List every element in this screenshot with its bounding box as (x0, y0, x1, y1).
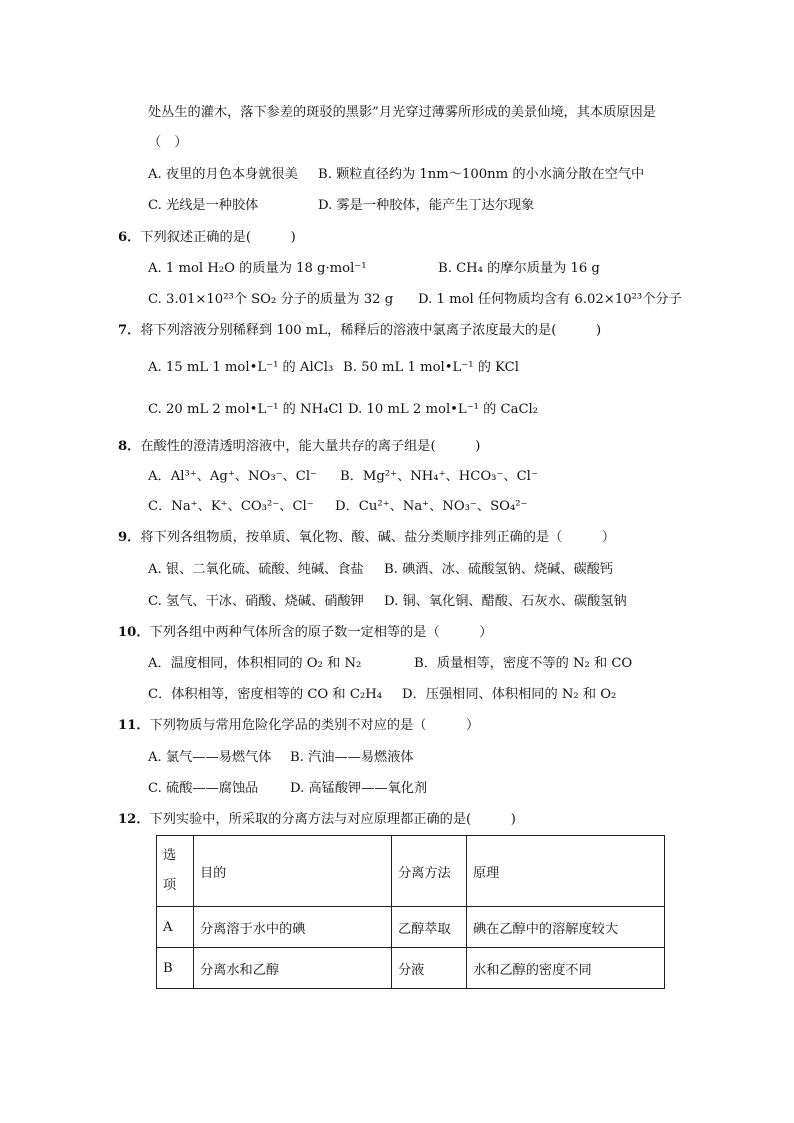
q8-question (118, 438, 480, 456)
header-principle: 原理 (467, 836, 665, 907)
q10-option-c: C．体积相等，密度相等的 CO 和 C₂H₄ (148, 687, 382, 702)
q7-option-c: C. 20 mL 2 mol•L⁻¹ 的 NH₄Cl (148, 402, 343, 417)
q6-option-b: B. CH₄ 的摩尔质量为 16 g (438, 261, 600, 276)
q11-stem: 下列物质与常用危险化学品的类别不对应的是（ ） (149, 718, 480, 733)
q6-stem: 下列叙述正确的是( ) (140, 230, 296, 245)
header-option (163, 841, 176, 901)
header-option-cell (157, 836, 194, 907)
q5-continuation: 处丛生的灌木，落下参差的斑驳的黑影”月光穿过薄雾所形成的美景仙境，其本质原因是 (148, 105, 656, 120)
q7-option-d: D. 10 mL 2 mol•L⁻¹ 的 CaCl₂ (348, 402, 539, 417)
q6-option-a: A. 1 mol H₂O 的质量为 18 g·mol⁻¹ (148, 261, 367, 276)
q10-option-b: B．质量相等，密度不等的 N₂ 和 CO (414, 656, 633, 671)
table-row (157, 948, 665, 989)
q9-stem: 将下列各组物质，按单质、氧化物、酸、碱、盐分类顺序排列正确的是（ ） (140, 530, 616, 545)
q9-option-b: B. 碘酒、冰、硫酸氢钠、烧碱、碳酸钙 (384, 562, 614, 577)
row-a-method: 乙醇萃取 (392, 907, 467, 948)
header-method: 分离方法 (392, 836, 467, 907)
q10-stem: 下列各组中两种气体所含的原子数一定相等的是（ ） (149, 625, 493, 640)
q12-stem: 下列实验中，所采取的分离方法与对应原理都正确的是( ) (149, 812, 516, 827)
q6-option-c: C. 3.01×10²³个 SO₂ 分子的质量为 32 g (148, 292, 394, 307)
row-b-principle: 水和乙醇的密度不同 (467, 948, 665, 989)
header-option-bottom: 项 (163, 878, 177, 893)
q11-option-a: A. 氯气——易燃气体 (148, 750, 272, 765)
table-row (157, 907, 665, 948)
q5-option-c: C. 光线是一种胶体 (148, 198, 259, 213)
row-a-option: A (157, 907, 194, 948)
q12-number: 12． (118, 812, 150, 827)
q8-stem: 在酸性的澄清透明溶液中，能大量共存的离子组是( ) (140, 439, 481, 454)
q10-option-a: A．温度相同，体积相同的 O₂ 和 N₂ (148, 656, 362, 671)
q7-number: 7． (118, 323, 141, 338)
q7-option-b: B. 50 mL 1 mol•L⁻¹ 的 KCl (343, 360, 519, 375)
q7-question (118, 322, 601, 340)
row-a-purpose: 分离溶于水中的碘 (194, 907, 392, 948)
q7-stem: 将下列溶液分别稀释到 100 mL，稀释后的溶液中氯离子浓度最大的是( ) (140, 323, 602, 338)
row-a-principle: 碘在乙醇中的溶解度较大 (467, 907, 665, 948)
q9-number: 9． (118, 530, 141, 545)
q8-number: 8． (118, 439, 141, 454)
q9-option-d: D. 铜、氧化铜、醋酸、石灰水、碳酸氢钠 (384, 594, 627, 609)
q11-option-d: D. 高锰酸钾——氧化剂 (290, 781, 428, 796)
q11-number: 11． (118, 718, 150, 733)
header-purpose: 目的 (194, 836, 392, 907)
q11-question (118, 717, 479, 735)
q5-option-d: D. 雾是一种胶体，能产生丁达尔现象 (318, 198, 535, 213)
header-option-top: 选 (163, 848, 177, 863)
q11-option-b: B. 汽油——易燃液体 (290, 750, 414, 765)
q9-option-a: A. 银、二氧化硫、硫酸、纯碱、食盐 (148, 562, 364, 577)
q12-question (118, 811, 516, 829)
q5-option-a: A. 夜里的月色本身就很美 (148, 167, 298, 182)
q8-option-d: D．Cu²⁺、Na⁺、NO₃⁻、SO₄²⁻ (335, 499, 528, 514)
q10-number: 10． (118, 625, 150, 640)
q5-answer-paren: （ ） (148, 135, 188, 150)
q9-question (118, 529, 615, 547)
q11-option-c: C. 硫酸——腐蚀品 (148, 781, 259, 796)
q6-question (118, 229, 296, 247)
q7-option-a: A. 15 mL 1 mol•L⁻¹ 的 AlCl₃ (148, 360, 334, 375)
q9-option-c: C. 氢气、干冰、硝酸、烧碱、硝酸钾 (148, 594, 364, 609)
q8-option-a: A．Al³⁺、Ag⁺、NO₃⁻、Cl⁻ (148, 469, 318, 484)
q6-number: 6． (118, 230, 141, 245)
q10-option-d: D．压强相同、体积相同的 N₂ 和 O₂ (402, 687, 617, 702)
table-header-row (157, 836, 665, 907)
q5-option-b: B. 颗粒直径约为 1nm～100nm 的小水滴分散在空气中 (318, 167, 645, 182)
q8-option-b: B．Mg²⁺、NH₄⁺、HCO₃⁻、Cl⁻ (340, 469, 538, 484)
q8-option-c: C．Na⁺、K⁺、CO₃²⁻、Cl⁻ (148, 499, 314, 514)
q6-option-d: D. 1 mol 任何物质均含有 6.02×10²³个分子 (418, 292, 682, 307)
row-b-method: 分液 (392, 948, 467, 989)
q10-question (118, 624, 492, 642)
q12-table (156, 835, 665, 989)
row-b-purpose: 分离水和乙醇 (194, 948, 392, 989)
row-b-option: B (157, 948, 194, 989)
